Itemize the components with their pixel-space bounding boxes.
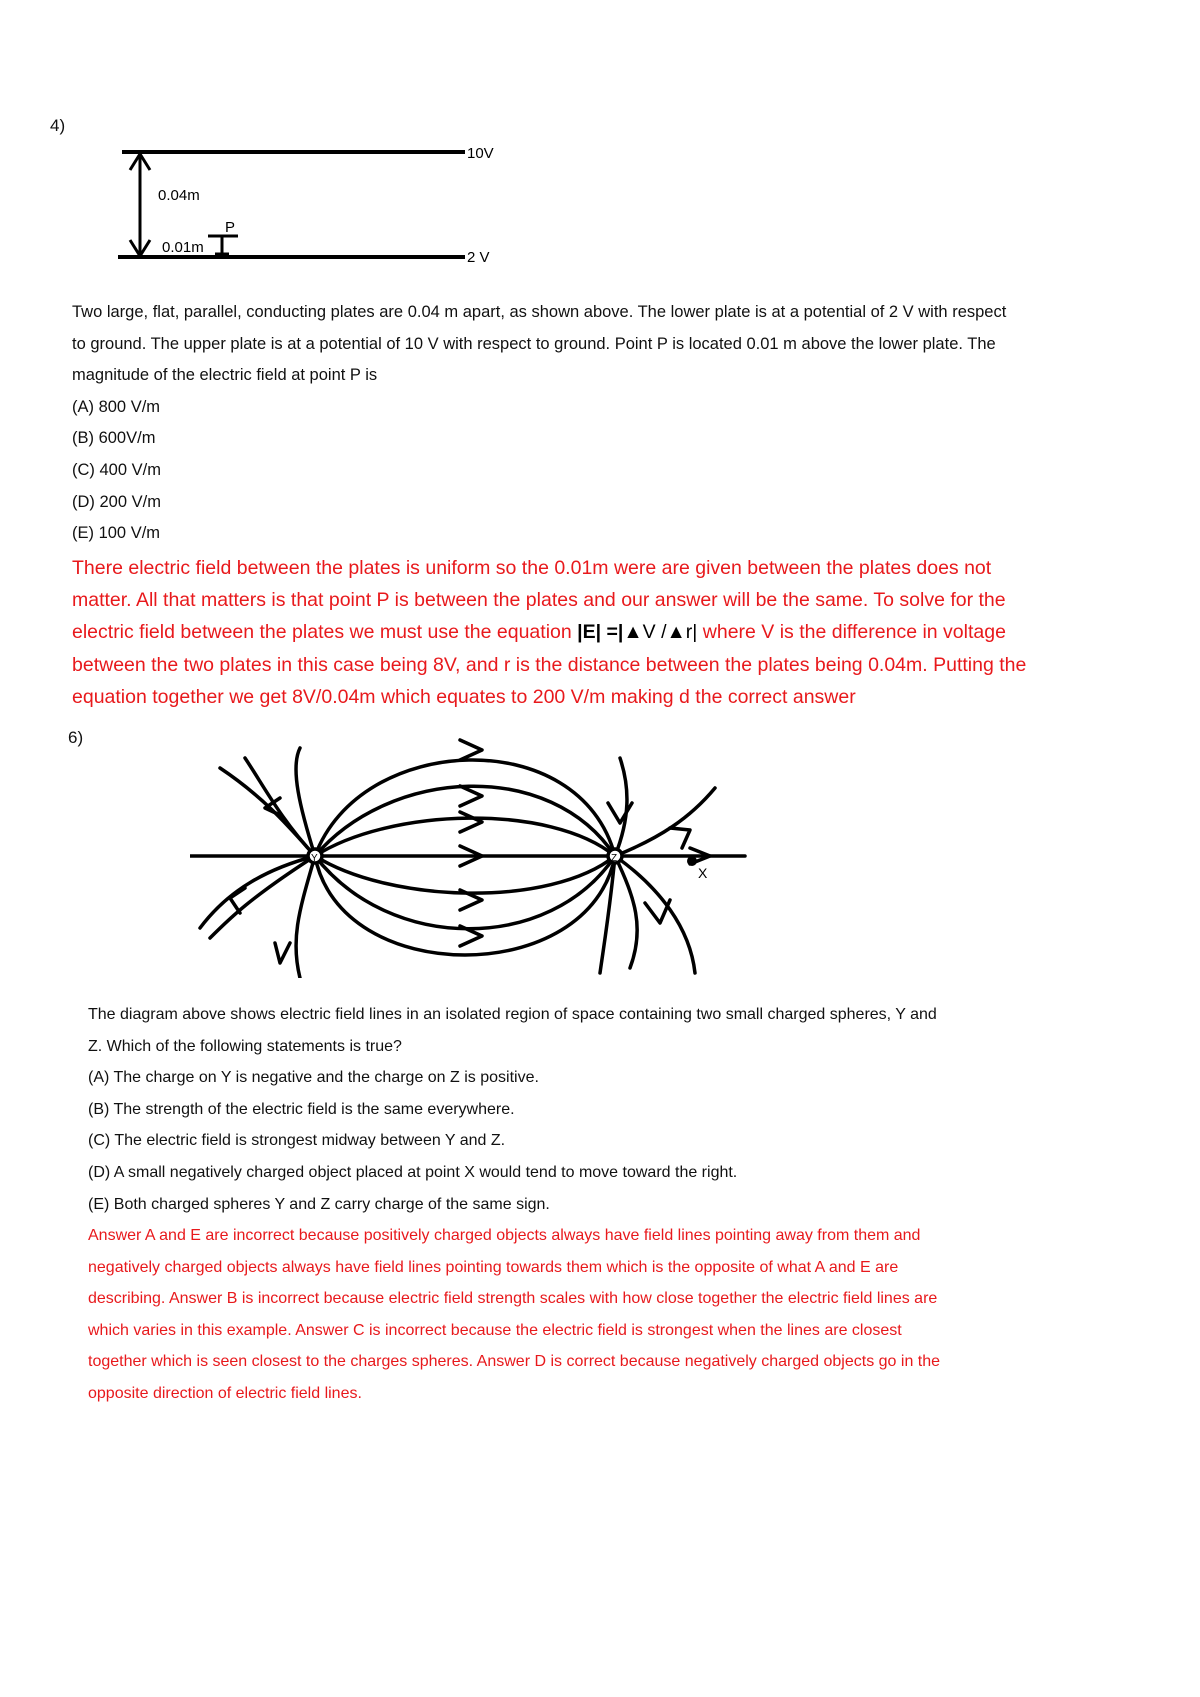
delta-icon: ▲ bbox=[623, 621, 643, 644]
gap-label: 0.04m bbox=[158, 187, 200, 204]
answer-line: describing. Answer B is incorrect because electric field strength scales with how close together the electric field lines are bbox=[88, 1290, 938, 1308]
answer-text: where V is the difference in voltage bbox=[697, 621, 1006, 644]
question-line: Z. Which of the following statements is true? bbox=[88, 1037, 402, 1055]
choice-b: (B) 600V/m bbox=[72, 429, 156, 448]
upper-voltage-label: 10V bbox=[467, 145, 494, 162]
answer-line: equation together we get 8V/0.04m which equates to 200 V/m making d the correct answer bbox=[72, 685, 856, 708]
question-6-text bbox=[88, 999, 937, 1220]
question-6-answer bbox=[88, 1220, 940, 1410]
choice-c: (C) The electric field is strongest midway between Y and Z. bbox=[88, 1132, 506, 1150]
question-line: to ground. The upper plate is at a potential of 10 V with respect to ground. Point P is located 0.01 m above the lower plate. The bbox=[72, 334, 996, 353]
charge-y-label: Y bbox=[311, 853, 318, 864]
lower-voltage-label: 2 V bbox=[467, 249, 490, 266]
formula-part: r| bbox=[685, 621, 698, 644]
point-height-label: 0.01m bbox=[162, 239, 204, 256]
question-4-answer bbox=[72, 552, 1026, 713]
formula-part: V / bbox=[642, 621, 667, 644]
formula-part: |E| =| bbox=[577, 621, 624, 644]
point-p-label: P bbox=[225, 219, 236, 236]
answer-line: matter. All that matters is that point P is between the plates and our answer will be the same. To solve for the bbox=[72, 589, 1006, 612]
answer-line: between the two plates in this case being 8V, and r is the distance between the plates being 0.04m. Putting the bbox=[72, 653, 1027, 676]
question-6-number: 6) bbox=[68, 728, 84, 747]
choice-b: (B) The strength of the electric field is the same everywhere. bbox=[88, 1100, 515, 1118]
answer-line: opposite direction of electric field lines. bbox=[88, 1384, 362, 1402]
point-x-label: X bbox=[698, 865, 708, 881]
choice-e: (E) 100 V/m bbox=[72, 524, 161, 543]
delta-icon: ▲ bbox=[666, 621, 686, 644]
question-4-number: 4) bbox=[50, 116, 66, 135]
answer-line: which varies in this example. Answer C is incorrect because the electric field is strongest when the lines are closest bbox=[88, 1321, 902, 1339]
answer-text: electric field between the plates we must use the equation bbox=[72, 621, 578, 644]
answer-line: negatively charged objects always have field lines pointing towards them which is the opposite of what A and E are bbox=[88, 1258, 899, 1276]
answer-line: There electric field between the plates is uniform so the 0.01m were are given between the plates does not bbox=[72, 557, 992, 579]
question-line: magnitude of the electric field at point P is bbox=[72, 366, 378, 385]
question-line: The diagram above shows electric field lines in an isolated region of space containing two small charged spheres, Y and bbox=[88, 1006, 937, 1023]
choice-c: (C) 400 V/m bbox=[72, 460, 161, 479]
answer-line: Answer A and E are incorrect because positively charged objects always have field lines pointing away from them and bbox=[88, 1227, 921, 1244]
answer-line bbox=[72, 616, 1026, 648]
choice-e: (E) Both charged spheres Y and Z carry charge of the same sign. bbox=[88, 1195, 550, 1213]
choice-d: (D) A small negatively charged object placed at point X would tend to move toward the right. bbox=[88, 1163, 738, 1181]
parallel-plates-diagram bbox=[110, 140, 530, 270]
question-line: Two large, flat, parallel, conducting plates are 0.04 m apart, as shown above. The lower plate is at a potential of 2 V with respect bbox=[72, 303, 1007, 321]
charge-z-label: Z bbox=[611, 853, 618, 864]
choice-a: (A) The charge on Y is negative and the charge on Z is positive. bbox=[88, 1069, 539, 1087]
electric-field-lines-diagram bbox=[190, 728, 750, 978]
choice-a: (A) 800 V/m bbox=[72, 397, 161, 416]
question-4-text bbox=[72, 297, 1006, 550]
choice-d: (D) 200 V/m bbox=[72, 492, 161, 511]
answer-line: together which is seen closest to the charges spheres. Answer D is correct because negatively charged objects go in the bbox=[88, 1353, 941, 1371]
point-x-marker bbox=[687, 856, 697, 866]
